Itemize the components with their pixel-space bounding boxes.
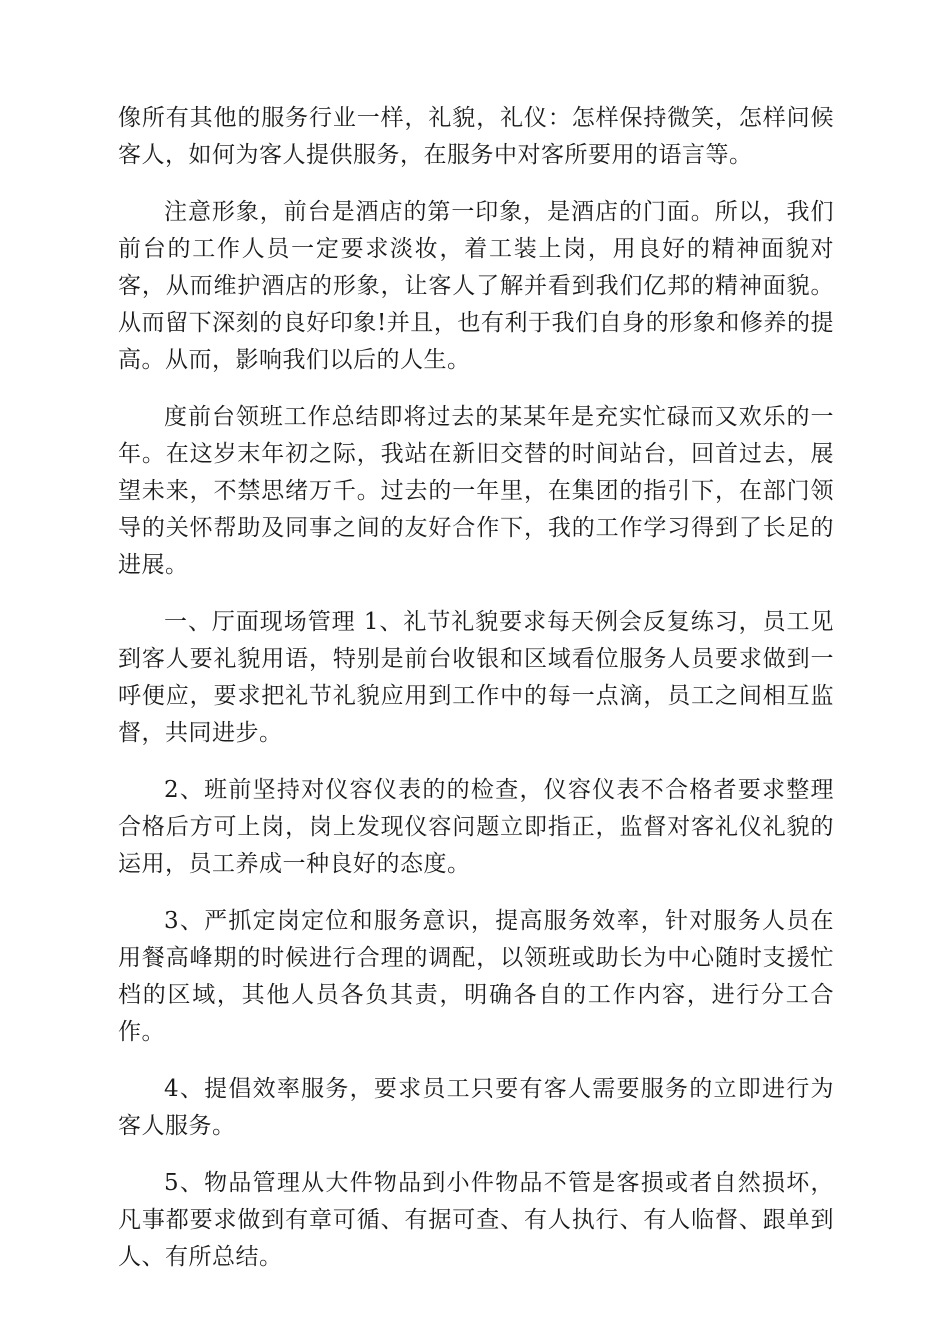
document-page	[118, 100, 834, 1296]
paragraph-post-positioning: 3、严抓定岗定位和服务意识，提高服务效率，针对服务人员在用餐高峰期的时候进行合理的调配，以领班或助长为中心随时支援忙档的区域，其他人员各负其责，明确各自的工作内容，进行分工合作。	[118, 908, 834, 1045]
paragraph-continuation: 像所有其他的服务行业一样，礼貌，礼仪：怎样保持微笑，怎样问候客人，如何为客人提供服务，在服务中对客所要用的语言等。	[118, 105, 834, 168]
paragraph-efficiency-service: 4、提倡效率服务，要求员工只要有客人需要服务的立即进行为客人服务。	[118, 1076, 834, 1139]
paragraph-summary-intro: 度前台领班工作总结即将过去的某某年是充实忙碌而又欢乐的一年。在这岁末年初之际，我站在新旧交替的时间站台，回首过去，展望未来，不禁思绪万千。过去的一年里，在集团的指引下，在部门领导的关怀帮助及同事之间的友好合作下，我的工作学习得到了长足的进展。	[118, 404, 834, 578]
paragraph-image: 注意形象，前台是酒店的第一印象，是酒店的门面。所以，我们前台的工作人员一定要求淡妆，着工装上岗，用良好的精神面貌对客，从而维护酒店的形象，让客人了解并看到我们亿邦的精神面貌。从而留下深刻的良好印象!并且，也有利于我们自身的形象和修养的提高。从而，影响我们以后的人生。	[118, 199, 834, 373]
paragraph-item-management: 5、物品管理从大件物品到小件物品不管是客损或者自然损坏，凡事都要求做到有章可循、有据可查、有人执行、有人临督、跟单到人、有所总结。	[118, 1170, 834, 1270]
paragraph-floor-management: 一、厅面现场管理 1、礼节礼貌要求每天例会反复练习，员工见到客人要礼貌用语，特别是前台收银和区域看位服务人员要求做到一呼便应，要求把礼节礼貌应用到工作中的每一点滴，员工之间相互监督，共同进步。	[118, 609, 834, 746]
paragraph-grooming-check: 2、班前坚持对仪容仪表的的检查，仪容仪表不合格者要求整理合格后方可上岗，岗上发现仪容问题立即指正，监督对客礼仪礼貌的运用，员工养成一种良好的态度。	[118, 777, 834, 877]
